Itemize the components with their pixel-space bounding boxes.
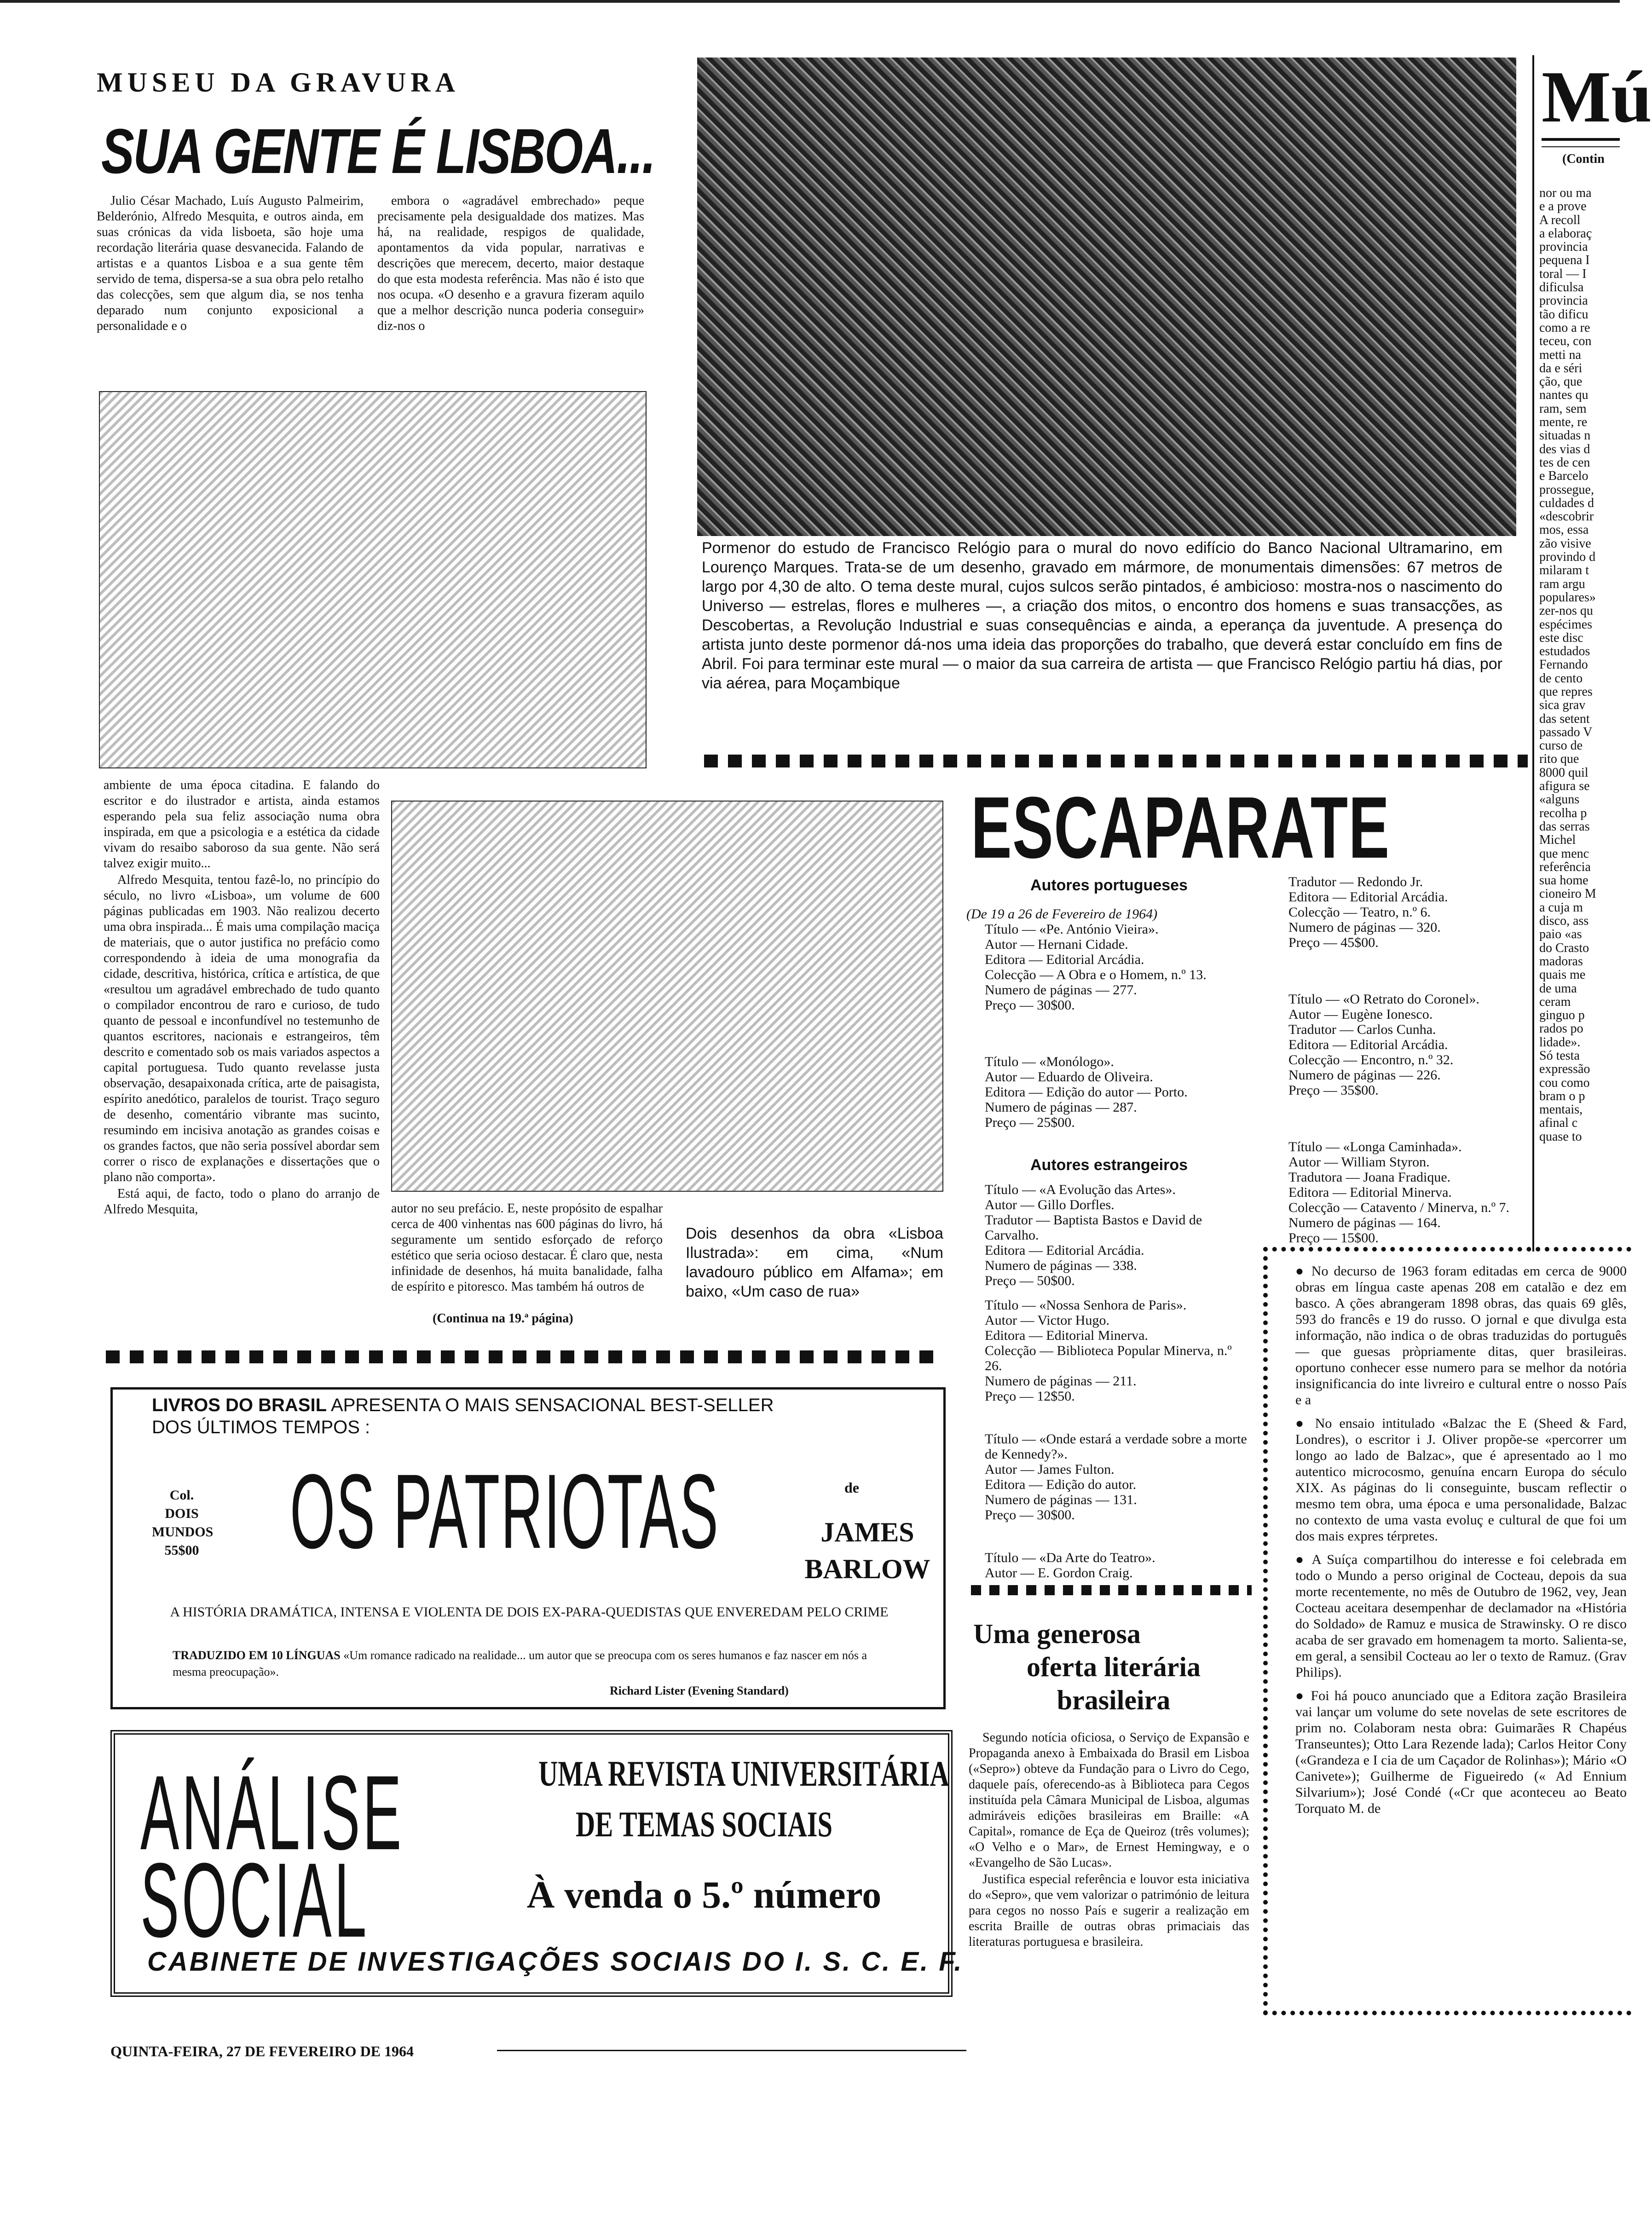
side-line: ção, que (1539, 375, 1583, 389)
drawings-caption: Dois desenhos da obra «Lisboa Ilustrada»: em cima, «Num lavadouro público em Alfama»; em baixo, «Um caso de rua» (686, 1225, 943, 1300)
side-line: ginguo p (1539, 1008, 1585, 1023)
list-portugueses: (De 19 a 26 de Fevereiro de 1964) Título — «Pe. António Vieira». Autor — Hernani Cidade. Editora — Editorial Arcádia. Colecção — A Obra e o Homem, n.º 13. Numero de páginas — 277. Preço — 30$00. Título — «Monólogo». Autor — Eduardo de Oliveira. Editora — Edição do autor — Porto. Numero de páginas — 287. Preço — 25$00. Autores estrangeiros Título — «A Evolução das Artes». Autor — Gillo Dorfles. Tradutor — Baptista Bastos e David de Carvalho. Editora — Editorial Arcádia. Numero de páginas — 338. Preço — 50$00. (966, 906, 1252, 1371)
ad-headline: LIVROS DO BRASIL APRESENTA O MAIS SENSACIONAL BEST-SELLER (152, 1395, 774, 1415)
ad-book-title: OS PATRIOTAS (290, 1452, 720, 1570)
side-line: tão dificu (1539, 307, 1588, 322)
side-line: afinal c (1539, 1116, 1578, 1131)
illustration-lavadouro (99, 391, 647, 768)
side-line: recolha p (1539, 806, 1587, 820)
side-line: sica grav (1539, 698, 1586, 713)
side-bullet-item: ● No decurso de 1963 foram editadas em cerca de 9000 obras em língua caste apenas 208 em catalão e dez em basco. A ções abrangeram 1898 obras, das quais 69 glês, 593 do francês e 19 do russo. O jornal e que divulga esta informação, não indica o de obras traduzidas do português — que guesas pròpriamente ditas, quer brasileiras. oportuno conhecer esse numero para se melhor da notória insignificancia do inte livreiro e cultural entre o nosso País e a (1295, 1263, 1627, 1408)
article-col2: embora o «agradável embrechado» peque precisamente pela desigualdade dos matizes. Mas há, na realidade, respigos de qualidade, apontamentos da vida popular, narrativas e descrições que merecem, decerto, maior destaque do que esta modesta referência. Mas não é isto que nos ocupa. «O desenho e a gravura fizeram aquilo que a melhor descrição nunca poderia conseguir» diz-nos o (377, 194, 644, 333)
ad-collection: Col. DOIS MUNDOS 55$00 (152, 1488, 214, 1558)
side-line: espécimes (1539, 617, 1593, 632)
footer-date: QUINTA-FEIRA, 27 DE FEVEREIRO DE 1964 (110, 2043, 414, 2059)
side-line: de uma (1539, 981, 1577, 996)
side-line: das setent (1539, 711, 1590, 726)
section-heading-estrangeiros: Autores estrangeiros (1030, 1156, 1188, 1174)
side-line: «descobrir (1539, 509, 1594, 524)
ad-de: de (844, 1479, 859, 1496)
list-estrangeiros: Título — «Nossa Senhora de Paris». Autor — Victor Hugo. Editora — Editorial Minerva. Colecção — Biblioteca Popular Minerva, n.º 26. Numero de páginas — 211. Preço — 12$50. Título — «Onde estará a verdade sobre a morte de Kennedy?». Autor — James Fulton. Editora — Edição do autor. Numero de páginas — 131. Preço — 30$00. Título — «Da Arte do Teatro». Autor — E. Gordon Craig. (985, 1298, 1247, 1580)
side-line: tes de cen (1539, 455, 1590, 470)
side-title: Mú (1542, 56, 1652, 138)
side-line: este disc (1539, 630, 1583, 645)
top-rule (0, 0, 1620, 3)
article-col4: autor no seu prefácio. E, neste propósito de espalhar cerca de 400 vinhentas nas 600 páginas do livro, há seguramente um sentido esforçado de reforço estético que seria ocioso destacar. É claro que, nesta infinidade de desenhos, há muita banalidade, falha de espírito e pitoresco. Mas também há outros de (391, 1201, 663, 1294)
side-line: bram o p (1539, 1089, 1585, 1103)
side-line: expressão (1539, 1062, 1590, 1077)
side-line: provincia (1539, 240, 1588, 254)
side-line: culdades d (1539, 496, 1594, 510)
side-line: ram argu (1539, 577, 1585, 591)
side-line: metti na (1539, 347, 1581, 362)
ad-os-patriotas (110, 1387, 946, 1709)
side-column-text (1539, 186, 1620, 1291)
separator-dots (704, 755, 1528, 767)
illustration-caso-de-rua (391, 801, 943, 1192)
side-line: sua home (1539, 873, 1588, 888)
side-bullet-item: ● No ensaio intitulado «Balzac the E (Sheed & Fard, Londres), o escritor i J. Oliver propõe-se «percorrer um longo ao lado de Balzac», que é apresentado ao l mo autentico microcosmo, genuína encarn Europa do século XIX. As páginas do li conseguinte, buscam reflectir o mesmo tem obra, uma época e uma personalidade, Balzac no contexto de uma vasta evoluç e cultural de que foi um dos mais expres térpretes. (1295, 1415, 1627, 1544)
mural-caption: Pormenor do estudo de Francisco Relógio para o mural do novo edifício do Banco Nacional Ultramarino, em Lourenço Marques. Trata-se de um desenho, gravado em mármore, de monumentais dimensões: 67 metros de largo por 4,30 de alto. O tema deste mural, cujos sulcos serão pintados, é ambicioso: mostra-nos o nascimento do Universo — estrelas, flores e mulheres —, a criação dos mitos, o encontro dos homens e suas transacções, as Descobertas, a Revolução Industrial e suas consequências e ainda, a eperança da juventude. A presença do artista junto deste pormenor dá-nos uma ideia das proporções do trabalho, que deverá estar concluído em fins de Abril. Foi para terminar este mural — o maior da sua carreira de artista — que Francisco Relógio partiu há dias, por via aérea, para Moçambique (702, 539, 1502, 692)
side-line: passado V (1539, 725, 1593, 739)
side-line: zão visive (1539, 536, 1591, 551)
ad-quote-source: Richard Lister (Evening Standard) (610, 1684, 789, 1697)
side-line: pequena I (1539, 253, 1590, 268)
side-line: e a prove (1539, 199, 1587, 214)
side-bullet-item: ● A Suíça compartilhou do interesse e foi celebrada em todo o Mundo a perso original de Cocteau, depois da sua morte recentemente, no mês de Outubro de 1962, vey, Jean Cocteau aceitara desempenhar de declamador na «História do Soldado» de Ramuz e musica de Strawinsky. O re disco acaba de ser gravado em homenagem ta morto. Salienta-se, em geral, a sensibil Cocteau ao ler o texto de Ramuz. (Grav Philips). (1295, 1552, 1627, 1680)
side-line: que repres (1539, 684, 1593, 699)
side-line: de cento (1539, 671, 1583, 686)
side-line: des vias d (1539, 442, 1590, 456)
side-line: nor ou ma (1539, 186, 1592, 200)
side-line: cou como (1539, 1075, 1590, 1090)
side-line: afigura se (1539, 779, 1590, 794)
side-line: ceram (1539, 994, 1571, 1009)
side-line: prossegue, (1539, 482, 1594, 497)
side-line: 8000 quil (1539, 765, 1588, 780)
side-line: lidade». (1539, 1035, 1581, 1050)
side-line: Fernando (1539, 658, 1588, 672)
side-contin: (Contin (1562, 152, 1605, 166)
side-line: situadas n (1539, 428, 1591, 443)
footer-rule (497, 2050, 966, 2051)
side-line: zer-nos qu (1539, 604, 1593, 618)
ad-publisher: CABINETE DE INVESTIGAÇÕES SOCIAIS DO I. S. C. E. F. (147, 1947, 964, 1977)
separator-dots (106, 1350, 943, 1363)
side-bullets-box (1263, 1247, 1631, 2015)
side-line: quais me (1539, 968, 1586, 982)
side-line: toral — I (1539, 266, 1587, 281)
ad-quote: TRADUZIDO EM 10 LÍNGUAS «Um romance radicado na realidade... um autor que se preocupa com os seres humanos e faz nascer em nós a mesma preocupação». (173, 1649, 867, 1678)
oferta-body: Segundo notícia oficiosa, o Serviço de Expansão e Propaganda anexo à Embaixada do Brasil em Lisboa («Sepro») obteve da Fundação para o Livro do Cego, daquele país, oferecendo-as à Biblioteca para Cegos instituída pela Câmara Municipal de Lisboa, algumas admiráveis edições brasileiras em Braille: «A Capital», romance de Eça de Queiroz (três volumes); «O Velho e o Mar», de Ernest Hemingway, e o «Evangelho de São Lucas». Justifica especial referência e louvor esta iniciativa do «Sepro», que vem valorizar o património de leitura para cegos no nosso País e sugerir a realização em escrita Braille de outras obras primaciais das literaturas portuguesa e brasileira. (969, 1730, 1249, 1949)
side-line: dificulsa (1539, 280, 1584, 295)
side-line: rados po (1539, 1021, 1583, 1036)
side-bullet-item: ● Foi há pouco anunciado que a Editora zação Brasileira vai lançar um volume do sete novelas de sete escritores de prim no. Colaboram nesta obra: Guimarães R Chapéus Transeuntes); Otto Lara Rezende lada); Carlos Heitor Cony («Grandeza e I cia de um Caçador de Rolinhas»); Mário «O Canivete»); Guilherme de Figueiredo (« Ad Ennium Silvarium»); José Condé («Cr que aconteceu ao Beato Torquato M. de (1295, 1688, 1627, 1817)
side-line: ram, sem (1539, 401, 1587, 416)
side-line: provindo d (1539, 550, 1596, 565)
article-title: SUA GENTE É LISBOA... (101, 116, 655, 187)
ad-subheadline: DOS ÚLTIMOS TEMPOS : (152, 1417, 370, 1437)
side-line: que menc (1539, 846, 1589, 861)
side-line: provincia (1539, 294, 1588, 308)
ad-tagline: UMA REVISTA UNIVERSITÁRIA (538, 1753, 949, 1794)
side-line: das serras (1539, 819, 1590, 834)
ad-tagline: DE TEMAS SOCIAIS (575, 1804, 833, 1844)
side-line: quase to (1539, 1129, 1582, 1144)
side-line: da e séri (1539, 361, 1583, 375)
side-line: nantes qu (1539, 388, 1588, 403)
side-line: curso de (1539, 738, 1583, 753)
ad-description: A HISTÓRIA DRAMÁTICA, INTENSA E VIOLENTA DE DOIS EX-PARA-QUEDISTAS QUE ENVEREDAM PELO CRIME (170, 1604, 889, 1620)
ad-big-word: SOCIAL (140, 1841, 370, 1959)
list-right: Tradutor — Redondo Jr. Editora — Editorial Arcádia. Colecção — Teatro, n.º 6. Numero de páginas — 320. Preço — 45$00. Título — «O Retrato do Coronel». Autor — Eugène Ionesco. Tradutor — Carlos Cunha. Editora — Editorial Arcádia. Colecção — Encontro, n.º 32. Numero de páginas — 226. Preço — 35$00. Título — «Longa Caminhada». Autor — William Styron. Tradutora — Joana Fradique. Editora — Editorial Minerva. Colecção — Catavento / Minerva, n.º 7. Numero de páginas — 164. Preço — 15$00. (1288, 874, 1509, 1246)
side-line: rito que (1539, 752, 1579, 767)
side-line: a elaboraç (1539, 226, 1592, 241)
side-line: populares» (1539, 590, 1596, 605)
ad-analise-social (110, 1730, 964, 1997)
side-line: e Barcelo (1539, 469, 1588, 484)
article-col1: Julio César Machado, Luís Augusto Palmeirim, Belderónio, Alfredo Mesquita, e outros ainda, em suas crónicas da vida lisboeta, são hoje uma recordação literária quase desvanecida. Falando de artistas e a quantos Lisboa e a sua gente têm servido de tema, dispersa-se a sua obra pelo retalho das colecções, sem que algum dia, se nos tenha deparado num conjunto exposicional a personalidade e o (97, 194, 364, 333)
section-heading-portugueses: Autores portugueses (1030, 877, 1188, 894)
side-line: como a re (1539, 320, 1590, 335)
article-col3: ambiente de uma época citadina. E falando do escritor e do ilustrador e artista, ainda estamos esperando pela sua feliz associação numa obra inspirada, em que a psicologia e a estética da cidade vivam do resaibo saboroso da sua gente. Não será talvez exigir muito... Alfredo Mesquita, tentou fazê-lo, no princípio do século, no livro «Lisboa», um volume de 600 páginas publicadas em 1903. Não realizou decerto uma obra inspirada... É mais uma compilação maciça de materiais, que o autor justifica no prefácio como correspondendo à ideia de uma monografia da cidade, descritiva, histórica, crítica e artística, de que «resultou um agradável embrechado de tudo quanto o compilador encontrou de raro e curioso, de tudo quanto de pessoal e inconfundível no testemunho de quantos escritores, nacionais e estrangeiros, têm descrito e comentado sob os mais variados aspectos a capital portuguesa. Tudo quanto revelasse justa observação, desapaixonada crítica, arte de paisagista, espírito anedótico, paralelos de tourist. Traço seguro de desenho, comentário vibrante mas sucinto, resumindo em incisiva anotação as grandes coisas e os grandes factos, que não seria possível abordar sem correr o risco de explanações e dissertações que o plano não comporta». Está aqui, de facto, todo o plano do arranjo de Alfredo Mesquita, (104, 778, 380, 1217)
side-line: mente, re (1539, 415, 1588, 430)
side-line: Só testa (1539, 1049, 1580, 1063)
side-line: paio «as (1539, 927, 1582, 942)
ad-big-word: ANÁLISE (140, 1753, 404, 1872)
continua-note: (Continua na 19.ª página) (433, 1311, 573, 1326)
side-line: do Crasto (1539, 940, 1589, 955)
side-line: a cuja m (1539, 900, 1583, 915)
ad-author: JAMES BARLOW (804, 1517, 930, 1584)
escaparate-title: ESCAPARATE (971, 779, 1390, 877)
side-bullets (1295, 1263, 1627, 2008)
separator-dots (971, 1585, 1252, 1595)
side-line: estudados (1539, 644, 1590, 659)
mural-photo (697, 58, 1516, 536)
side-line: madoras (1539, 954, 1583, 969)
column-rule (1532, 55, 1534, 1252)
side-line: mos, essa (1539, 523, 1589, 537)
oferta-title: Uma generosa oferta literária brasileira (973, 1619, 1201, 1715)
side-line: mentais, (1539, 1102, 1583, 1117)
side-line: disco, ass (1539, 914, 1589, 929)
side-line: teceu, con (1539, 334, 1592, 349)
side-line: «alguns (1539, 792, 1580, 807)
side-line: Michel (1539, 833, 1576, 848)
side-line: referência (1539, 859, 1591, 874)
article-kicker: MUSEU DA GRAVURA (97, 67, 460, 98)
side-line: milaram t (1539, 563, 1589, 578)
side-line: cioneiro M (1539, 887, 1596, 901)
side-line: A recoll (1539, 213, 1581, 227)
ad-on-sale: À venda o 5.º número (526, 1874, 882, 1916)
side-title-rule (1542, 138, 1620, 147)
